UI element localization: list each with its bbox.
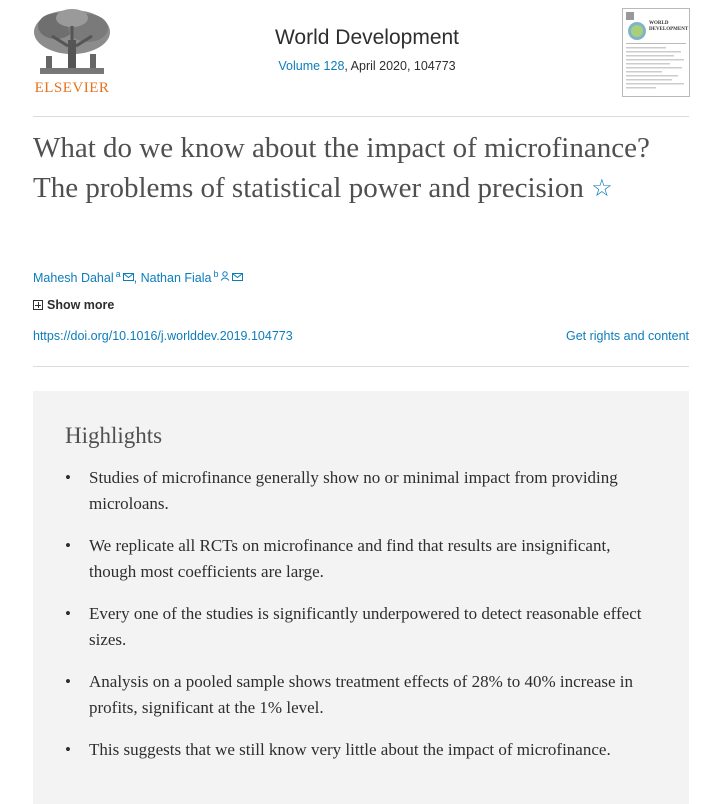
author-separator: , <box>133 271 138 285</box>
author-list <box>33 269 243 285</box>
affiliation-marker[interactable]: b <box>213 269 219 279</box>
highlight-item: • We replicate all RCTs on microfinance and find that results are insignificant, though most coefficients are large. <box>65 533 655 585</box>
highlights-panel <box>33 391 689 804</box>
author-link-fiala[interactable]: Nathan Fiala <box>140 271 212 285</box>
volume-link[interactable]: Volume 128 <box>278 59 345 73</box>
highlights-list <box>65 465 655 779</box>
highlight-item: • Analysis on a pooled sample shows treatment effects of 28% to 40% increase in profits, significant at the 1% level. <box>65 669 655 721</box>
header-divider <box>33 116 689 117</box>
affiliation-marker[interactable]: a <box>115 269 121 279</box>
star-icon[interactable]: ☆ <box>591 176 613 202</box>
article-title: What do we know about the impact of microfinance? The problems of statistical power and precision ☆ <box>33 132 650 204</box>
article-header <box>0 0 711 118</box>
elsevier-logo[interactable] <box>30 6 114 98</box>
highlights-heading: Highlights <box>65 423 163 448</box>
highlight-item: • Studies of microfinance generally show no or minimal impact from providing microloans. <box>65 465 655 517</box>
section-divider <box>33 366 689 367</box>
highlight-item: • This suggests that we still know very little about the impact of microfinance. <box>65 737 655 763</box>
journal-cover-thumbnail[interactable] <box>622 8 690 97</box>
author-link-dahal[interactable]: Mahesh Dahal <box>33 271 114 285</box>
person-icon[interactable] <box>220 271 230 281</box>
highlight-item: • Every one of the studies is significantly underpowered to detect reasonable effect sizes. <box>65 601 655 653</box>
get-rights-link[interactable]: Get rights and content <box>566 329 689 343</box>
issue-line <box>200 59 534 73</box>
elsevier-wordmark: ELSEVIER <box>34 80 110 96</box>
envelope-icon[interactable] <box>123 273 134 281</box>
cover-title: WORLD DEVELOPMENT <box>649 21 689 32</box>
issue-details: , April 2020, 104773 <box>344 59 456 73</box>
show-more-toggle[interactable] <box>33 298 114 312</box>
journal-title-link[interactable]: World Development <box>274 26 460 49</box>
show-more-label: Show more <box>47 298 115 312</box>
envelope-icon[interactable] <box>232 273 243 281</box>
elsevier-tree-icon <box>30 6 114 80</box>
doi-link[interactable]: https://doi.org/10.1016/j.worlddev.2019.104773 <box>33 329 293 343</box>
journal-info <box>200 26 534 73</box>
plus-box-icon <box>33 300 43 310</box>
